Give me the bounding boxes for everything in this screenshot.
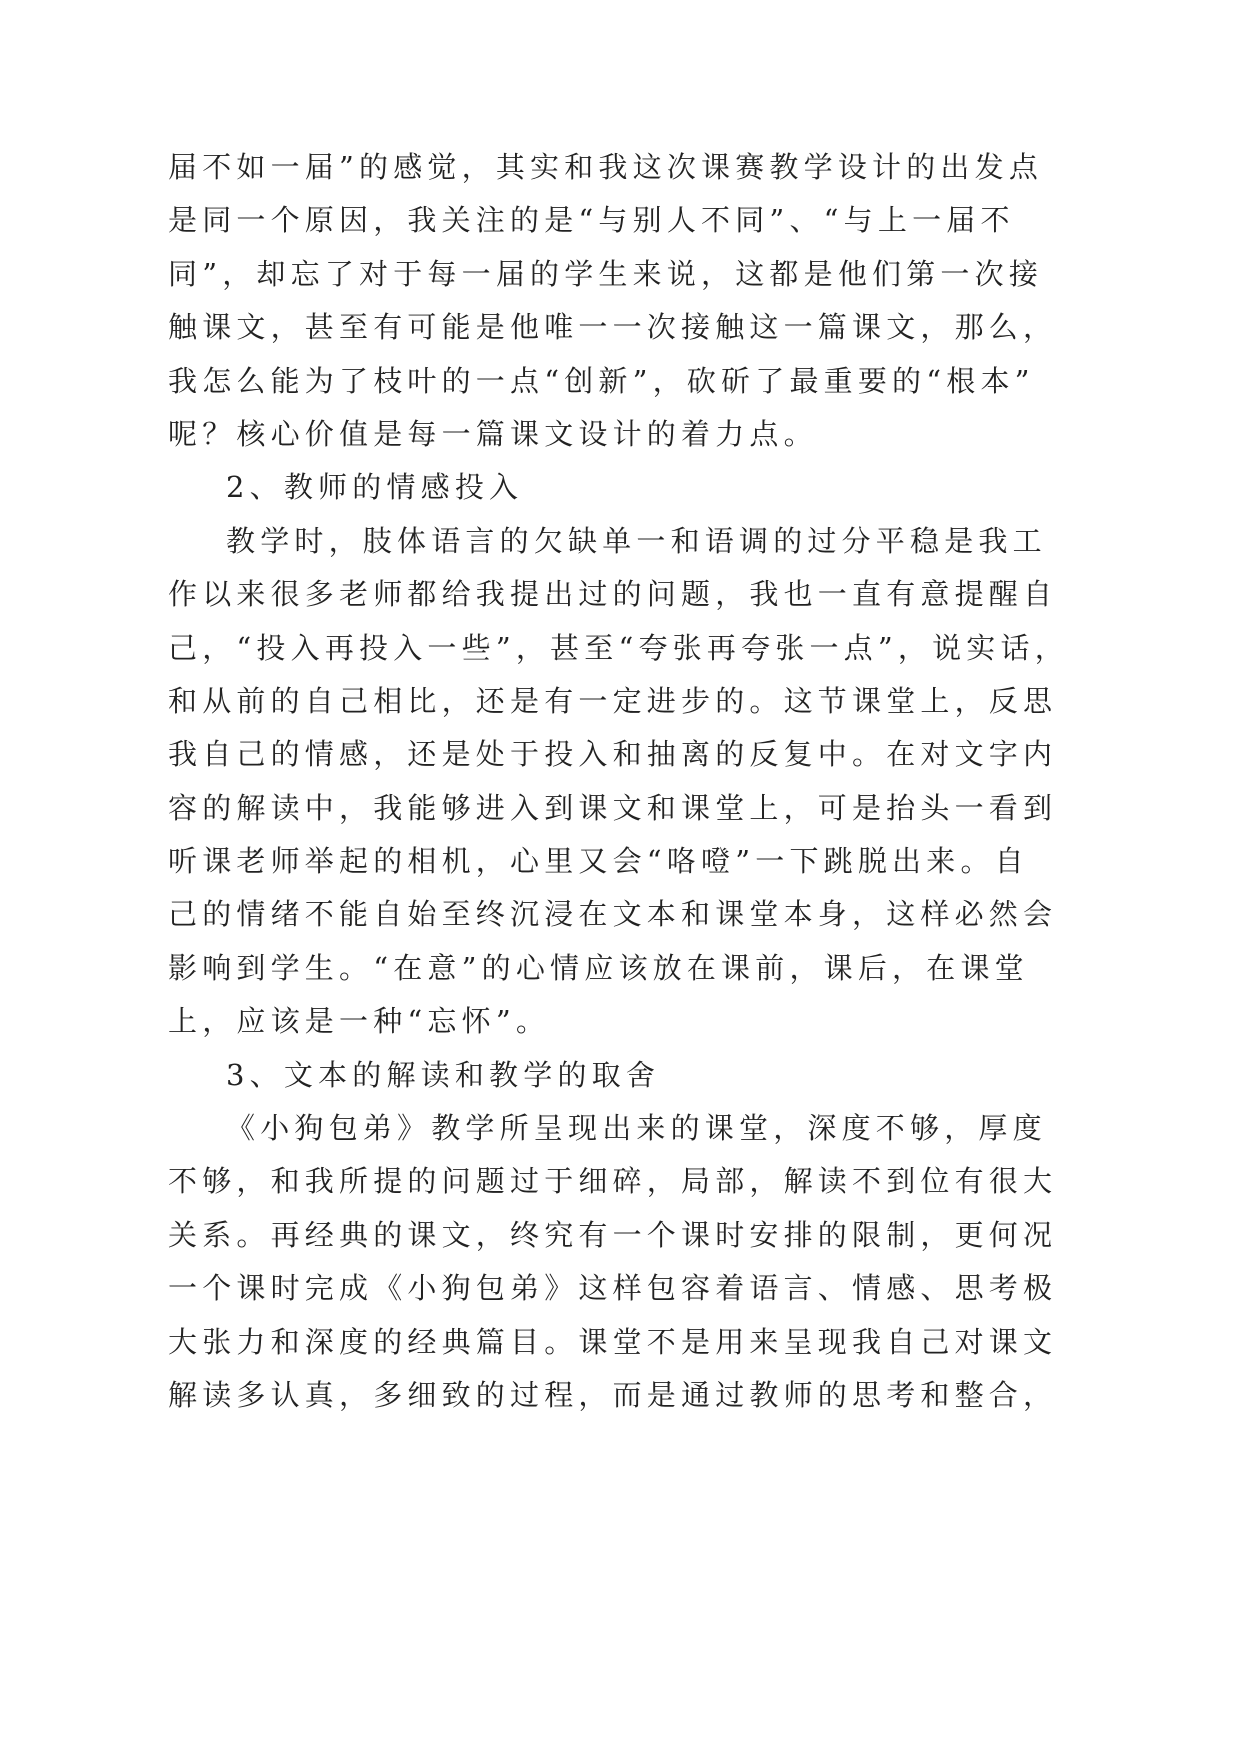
text-line: 呢？核心价值是每一篇课文设计的着力点。 — [168, 416, 818, 451]
body-text — [168, 141, 1069, 1422]
text-line: 同”，却忘了对于每一届的学生来说，这都是他们第一次接 — [168, 256, 1044, 291]
text-line: 届不如一届”的感觉，其实和我这次课赛教学设计的出发点 — [168, 150, 1044, 184]
paragraph-start-line: 教学时，肢体语言的欠缺单一和语调的过分平稳是我工 — [226, 523, 1047, 558]
text-line: 关系。再经典的课文，终究有一个课时安排的限制，更何况 — [168, 1217, 1058, 1252]
text-line: 己，“投入再投入一些”，甚至“夸张再夸张一点”，说实话， — [168, 630, 1069, 665]
text-line: 听课老师举起的相机，心里又会“咯噔”一下跳脱出来。自 — [168, 844, 1029, 879]
text-line: 触课文，甚至有可能是他唯一一次接触这一篇课文，那么， — [168, 310, 1058, 345]
text-line: 不够，和我所提的问题过于细碎，局部，解读不到位有很大 — [168, 1164, 1058, 1199]
text-line: 大张力和深度的经典篇目。课堂不是用来呈现我自己对课文 — [168, 1324, 1058, 1359]
text-line: 容的解读中，我能够进入到课文和课堂上，可是抬头一看到 — [168, 790, 1058, 825]
paragraph-start-line: 2、教师的情感投入 — [226, 470, 524, 505]
paragraph-start-line: 3、文本的解读和教学的取舍 — [226, 1057, 661, 1092]
text-line: 是同一个原因，我关注的是“与别人不同”、“与上一届不 — [168, 203, 1015, 238]
text-line: 我自己的情感，还是处于投入和抽离的反复中。在对文字内 — [168, 737, 1058, 772]
text-line: 我怎么能为了枝叶的一点“创新”，砍斫了最重要的“根本” — [168, 363, 1035, 398]
text-line: 一个课时完成《小狗包弟》这样包容着语言、情感、思考极 — [168, 1271, 1058, 1306]
text-line: 和从前的自己相比，还是有一定进步的。这节课堂上，反思 — [168, 683, 1058, 718]
text-line: 上，应该是一种“忘怀”。 — [168, 1004, 551, 1039]
text-line: 影响到学生。“在意”的心情应该放在课前，课后，在课堂 — [168, 950, 1029, 985]
text-line: 作以来很多老师都给我提出过的问题，我也一直有意提醒自 — [168, 577, 1058, 612]
text-line: 己的情绪不能自始至终沉浸在文本和课堂本身，这样必然会 — [168, 897, 1058, 932]
paragraph-start-line: 《小狗包弟》教学所呈现出来的课堂，深度不够，厚度 — [226, 1111, 1047, 1146]
text-line: 解读多认真，多细致的过程，而是通过教师的思考和整合， — [168, 1377, 1058, 1412]
